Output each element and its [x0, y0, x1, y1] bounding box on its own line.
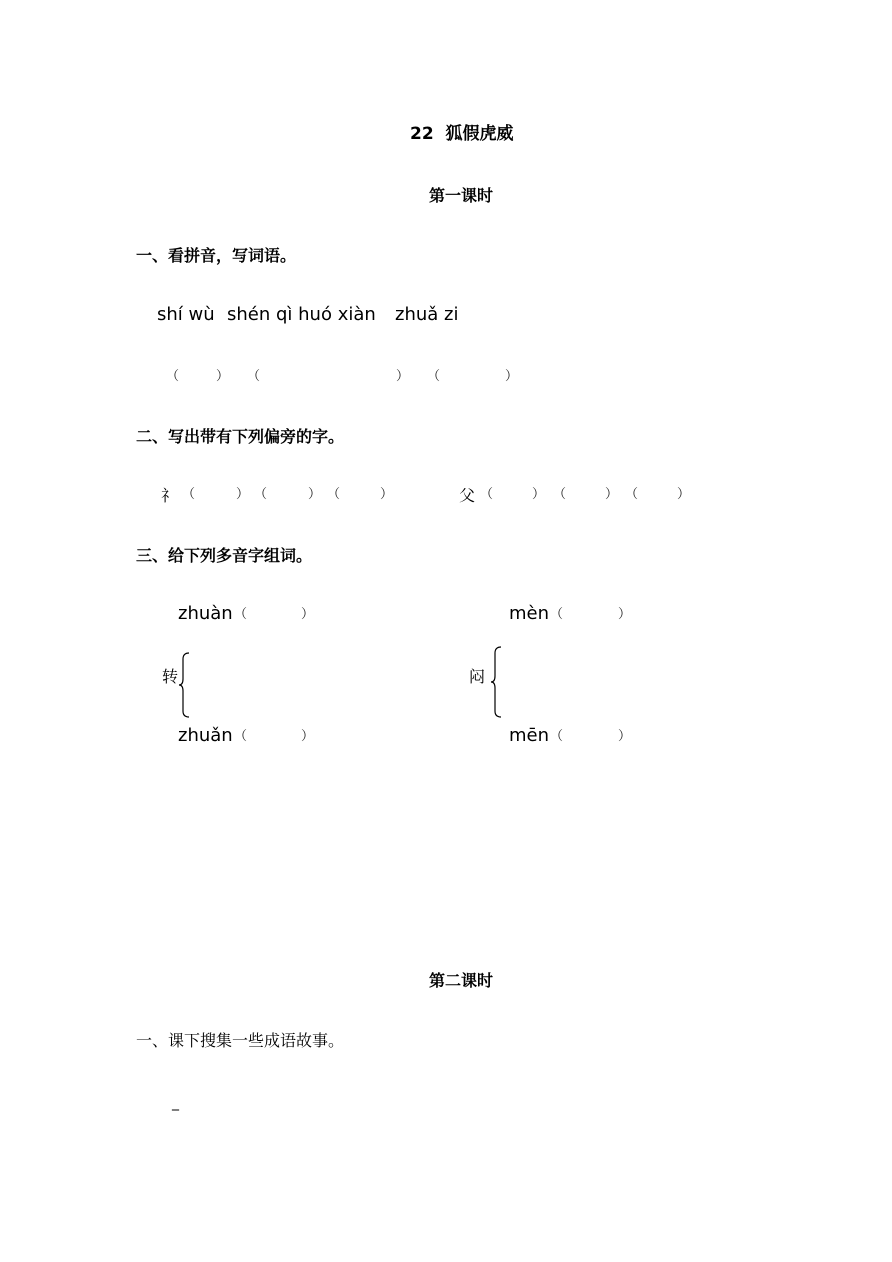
blank-close: ）: [396, 369, 410, 384]
blank-open: （: [234, 729, 248, 744]
page-title: 22 狐假虎威: [410, 124, 514, 144]
blank-close: ）: [301, 607, 315, 622]
polyphone-char: 转: [162, 667, 179, 686]
polyphone-char: 闷: [469, 667, 486, 686]
blank-open: （: [480, 487, 494, 502]
blank-open: （: [427, 369, 441, 384]
lesson-1-heading: 第一课时: [429, 186, 494, 205]
blank-close: ）: [532, 487, 546, 502]
blank-close: ）: [216, 369, 230, 384]
blank-open: （: [625, 487, 639, 502]
blank-close: ）: [605, 487, 619, 502]
radical-shi: 礻: [161, 486, 178, 505]
blank-close: ）: [618, 729, 632, 744]
brace-icon: [490, 614, 504, 734]
reading-bottom: zhuǎn: [178, 725, 233, 746]
section-2-title: 二、写出带有下列偏旁的字。: [136, 427, 345, 446]
answer-line[interactable]: _: [172, 1095, 179, 1111]
blank-open: （: [550, 607, 564, 622]
reading-bottom: mēn: [509, 725, 550, 746]
section-1-title: 一、看拼音，写词语。: [136, 246, 297, 265]
reading-top: zhuàn: [178, 603, 233, 624]
pinyin-item: shí wù: [157, 304, 215, 325]
lesson-2-section-1-title: 一、课下搜集一些成语故事。: [136, 1031, 345, 1050]
blank-open: （: [247, 369, 261, 384]
brace-icon: [178, 620, 192, 734]
lesson-2-heading: 第二课时: [429, 971, 494, 990]
blank-close: ）: [308, 487, 322, 502]
blank-open: （: [327, 487, 341, 502]
blank-open: （: [182, 487, 196, 502]
blank-open: （: [550, 729, 564, 744]
blank-open: （: [553, 487, 567, 502]
section-3-title: 三、给下列多音字组词。: [136, 546, 313, 565]
blank-open: （: [166, 369, 180, 384]
blank-close: ）: [380, 487, 394, 502]
reading-top: mèn: [509, 603, 550, 624]
pinyin-item: shén qì huó xiàn: [227, 304, 376, 325]
pinyin-item: zhuǎ zi: [395, 304, 459, 325]
blank-close: ）: [677, 487, 691, 502]
blank-close: ）: [505, 369, 519, 384]
blank-close: ）: [236, 487, 250, 502]
radical-fu: 父: [459, 486, 476, 505]
blank-open: （: [234, 607, 248, 622]
blank-close: ）: [618, 607, 632, 622]
blank-close: ）: [301, 729, 315, 744]
blank-open: （: [254, 487, 268, 502]
